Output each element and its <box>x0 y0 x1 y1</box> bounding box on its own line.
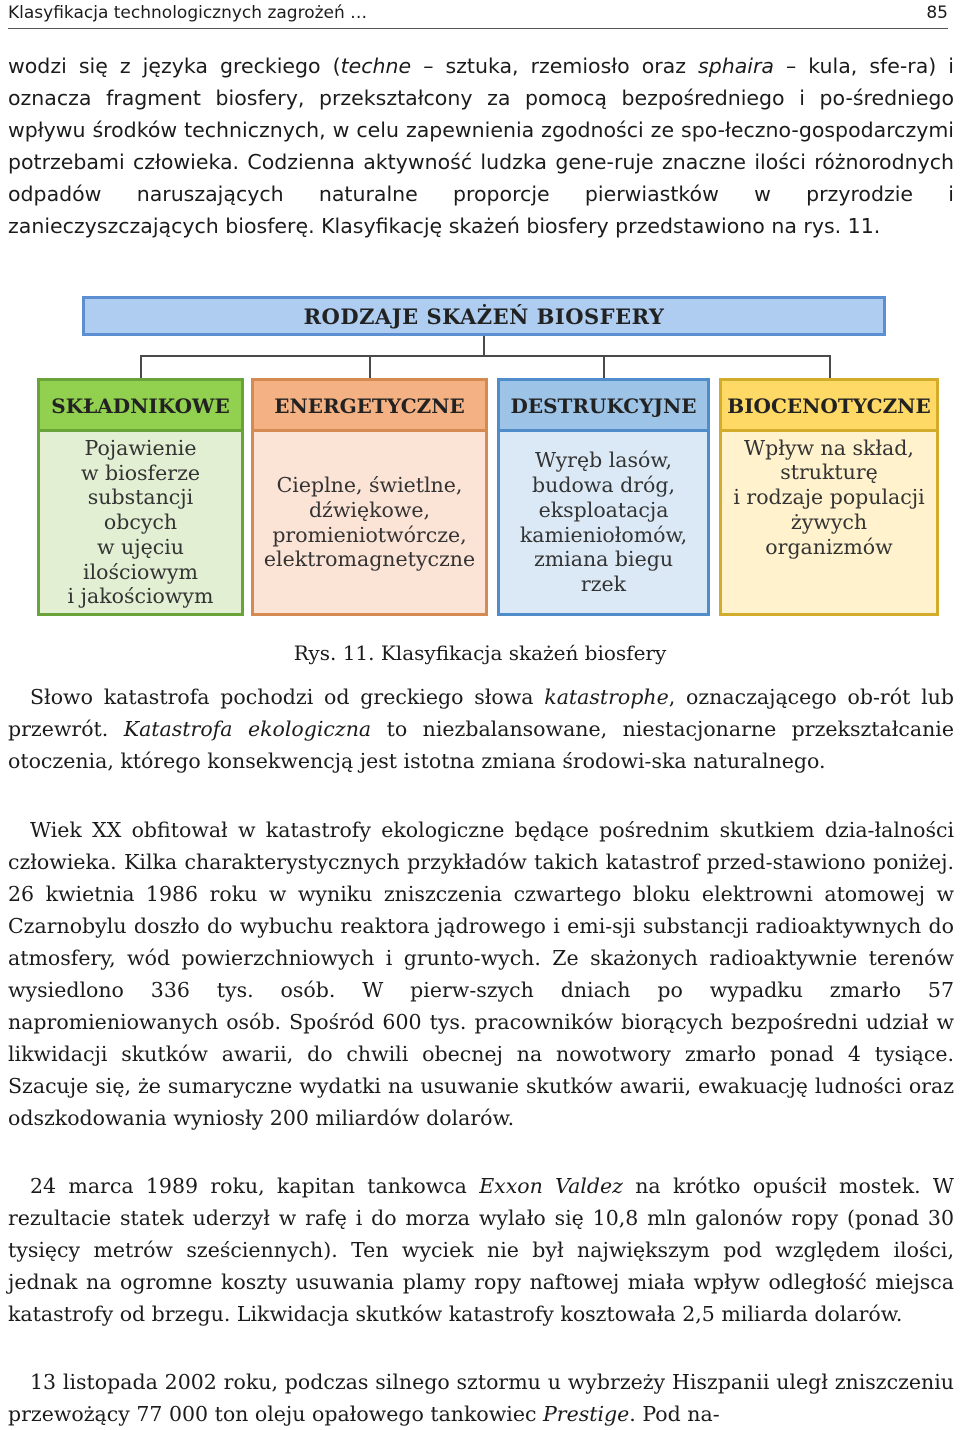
paragraph-intro: wodzi się z języka greckiego (techne – sztuka, rzemiosło oraz sphaira – kula, sfe-ra) i oznacza fragment biosfery, przekształcony za pomocą bezpośredniego i po-średniego wpływu środków technicznych, w celu zapewnienia zgodności ze spo-łeczno-gospodarczymi potrzebami człowieka. Codzienna aktywność ludzka gene-ruje znaczne ilości różnorodnych odpadów naruszających naturalne proporcje pierwiastków w przyrodzie i zanieczyszczających biosferę. Klasyfikację skażeń biosfery przedstawiono na rys. 11. <box>8 54 954 238</box>
category-destrukcyjne-header: DESTRUKCYJNE <box>497 378 710 432</box>
category-energetyczne-header: ENERGETYCZNE <box>251 378 488 432</box>
page-number: 85 <box>926 3 948 23</box>
biosphere-contamination-diagram <box>0 292 960 632</box>
paragraph-czarnobyl: Wiek XX obfitował w katastrofy ekologiczne będące pośrednim skutkiem dzia-łalności człowieka. Kilka charakterystycznych przykładów takich katastrof przed-stawiono poniżej. 26 kwietnia 1986 roku w wyniku zniszczenia czwartego bloku elektrowni atomowej w Czarnobylu doszło do wybuchu reaktora jądrowego i emi-sji substancji radioaktywnych do atmosfery, wód powierzchniowych i grunto-wych. Ze skażonych radioaktywnie terenów wysiedlono 336 tys. osób. W pierw-szych dniach po wypadku zmarło 57 napromieniowanych osób. Spośród 600 tys. pracowników biorących bezpośredni udział w likwidacji skutków awarii, do chwili obecnej na nowotwory zmarło ponad 4 tysiące. Szacuje się, że sumaryczne wydatki na usuwanie skutków awarii, ewakuację ludności oraz odszkodowania wyniosły 200 miliardów dolarów. <box>8 818 954 1130</box>
connector-vertical-main <box>483 336 485 356</box>
connector-horizontal <box>140 355 830 357</box>
category-skladnikowe-body: Pojawienie w biosferze substancji obcych w ujęciu ilościowym i jakościowym <box>37 432 244 616</box>
paragraph-katastrofa: Słowo katastrofa pochodzi od greckiego słowa katastrophe, oznaczającego ob-rót lub przewrót. Katastrofa ekologiczna to niezbalansowane, niestacjonarne przekształcanie otoczenia, którego konsekwencją jest istotna zmiana środowi-ska naturalnego. <box>8 685 954 773</box>
paragraph-prestige: 13 listopada 2002 roku, podczas silnego sztormu u wybrzeży Hiszpanii uległ zniszczeniu przewożący 77 000 ton oleju opałowego tankowiec Prestige. Pod na- <box>8 1370 954 1426</box>
paragraph-exxon-valdez: 24 marca 1989 roku, kapitan tankowca Exxon Valdez na krótko opuścił mostek. W rezultacie statek uderzył w rafę i do morza wylało się 10,8 mln galonów ropy (ponad 30 tysięcy metrów sześciennych). Ten wyciek nie był największym pod względem ilości, jednak na ogromne koszty usuwania plamy ropy naftowej miała wpływ odległość miejsca katastrofy od brzegu. Likwidacja skutków katastrofy kosztowała 2,5 miliarda dolarów. <box>8 1174 955 1326</box>
figure-caption: Rys. 11. Klasyfikacja skażeń biosfery <box>293 641 667 665</box>
category-energetyczne-body: Cieplne, świetlne, dźwiękowe, promieniotwórcze, elektromagnetyczne <box>251 432 488 616</box>
running-title: Klasyfikacja technologicznych zagrożeń … <box>8 3 368 23</box>
category-skladnikowe-header: SKŁADNIKOWE <box>37 378 244 432</box>
diagram-title-box: RODZAJE SKAŻEŃ BIOSFERY <box>82 296 886 336</box>
category-destrukcyjne-body: Wyręb lasów, budowa dróg, eksploatacja kamieniołomów, zmiana biegu rzek <box>497 432 710 616</box>
running-header <box>8 0 948 29</box>
connector-branch-4 <box>829 355 831 378</box>
connector-branch-2 <box>369 355 371 378</box>
category-biocenotyczne-body: Wpływ na skład, strukturę i rodzaje populacji żywych organizmów <box>719 432 939 616</box>
category-biocenotyczne-header: BIOCENOTYCZNE <box>719 378 939 432</box>
connector-branch-3 <box>603 355 605 378</box>
connector-branch-1 <box>140 355 142 378</box>
